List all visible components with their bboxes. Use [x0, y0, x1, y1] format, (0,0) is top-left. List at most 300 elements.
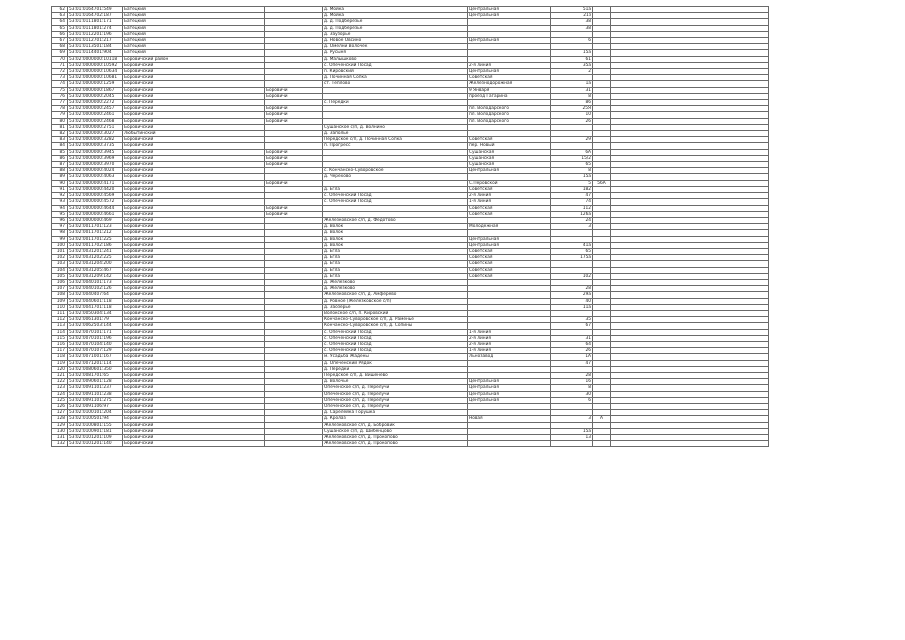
- cell-street: пер. Новый: [468, 143, 551, 149]
- cell-locality: Железковское с/п, д. Прокопово: [323, 441, 468, 447]
- cell-house: 64: [551, 341, 593, 347]
- cell-house: 26: [551, 348, 593, 354]
- cell-street: Советская: [468, 75, 551, 81]
- cell-locality: Железковское с/п, д. Бобровик: [323, 422, 468, 428]
- cell-house: 11а: [551, 304, 593, 310]
- cell-locality: с. Опеченский Посад: [323, 199, 468, 205]
- cell-district: Боровичский район: [123, 56, 265, 62]
- cell-house: 29а: [551, 292, 593, 298]
- cell-house: 126а: [551, 211, 593, 217]
- cell-row-number: 121: [52, 372, 68, 378]
- cell-blank: [611, 441, 769, 447]
- cell-cadastral-number: 53:02:0071001:167: [68, 354, 123, 360]
- cell-row-number: 127: [52, 410, 68, 416]
- cell-cadastral-number: 53:02:0000000:3969: [68, 155, 123, 161]
- cell-locality: д. Черехово: [323, 174, 468, 180]
- cell-locality: Кончанско-Суворовское с/п, д. Раменье: [323, 317, 468, 323]
- cell-house: 65: [551, 248, 593, 254]
- cell-building: [593, 441, 611, 447]
- cell-house: 47: [551, 193, 593, 199]
- cell-row-number: 62: [52, 7, 68, 13]
- cell-street: 9 Января: [468, 87, 551, 93]
- cell-cadastral-number: 53:02:0000000:10118: [68, 56, 123, 62]
- cell-district: Боровичский: [123, 310, 265, 316]
- cell-cadastral-number: 53:01:0164701:549: [68, 7, 123, 13]
- cell-locality: д. Волок: [323, 242, 468, 248]
- cell-row-number: 117: [52, 348, 68, 354]
- cell-house: 38: [551, 19, 593, 25]
- cell-locality: п. Кировский: [323, 69, 468, 75]
- cell-row-number: 82: [52, 131, 68, 137]
- cell-locality: д. Волок: [323, 236, 468, 242]
- cell-locality: Сушанское с/п, д. Волнино: [323, 124, 468, 130]
- cell-house: 5: [551, 180, 593, 186]
- cell-house: 1А: [551, 354, 593, 360]
- cell-district: Боровичский: [123, 292, 265, 298]
- cell-district: Боровичский: [123, 62, 265, 68]
- cell-district: Боровичский: [123, 137, 265, 143]
- cell-row-number: 87: [52, 162, 68, 168]
- cell-district: Боровичский: [123, 379, 265, 385]
- cell-district: Боровичский: [123, 304, 265, 310]
- cell-street: Льнозавод: [468, 354, 551, 360]
- cell-cadastral-number: 53:02:0050304:134: [68, 310, 123, 316]
- cell-locality: с. Опеченский Посад: [323, 193, 468, 199]
- cell-locality: Железковское с/п, д. Прокопово: [323, 435, 468, 441]
- cell-row-number: 67: [52, 38, 68, 44]
- cell-district: Боровичский: [123, 205, 265, 211]
- cell-street: Молодёжная: [468, 224, 551, 230]
- cell-district: Боровичский: [123, 217, 265, 223]
- cell-street: Советская: [468, 255, 551, 261]
- cell-locality: д. Малышково: [323, 56, 468, 62]
- cell-locality: Перёдское с/п, д. Вишенёво: [323, 372, 468, 378]
- cell-row-number: 80: [52, 118, 68, 124]
- cell-building: А: [593, 416, 611, 422]
- cell-street: 1-я линия: [468, 348, 551, 354]
- cell-cadastral-number: 53:02:0000000:4171: [68, 180, 123, 186]
- cell-cadastral-number: 53:02:0091101:275: [68, 397, 123, 403]
- cell-cadastral-number: 53:02:0031205:467: [68, 267, 123, 273]
- cell-house: 28: [551, 286, 593, 292]
- cell-cadastral-number: 53:02:0000000:1867: [68, 87, 123, 93]
- cell-row-number: 83: [52, 137, 68, 143]
- cell-locality: д. д. Подберезье: [323, 25, 468, 31]
- cell-locality: Волокское с/п, п. Кировский: [323, 310, 468, 316]
- cell-row-number: 65: [52, 25, 68, 31]
- cell-row-number: 116: [52, 341, 68, 347]
- cell-cadastral-number: 53:02:0000000:3027: [68, 131, 123, 137]
- cell-house: 13: [551, 435, 593, 441]
- cell-city: Боровичи: [265, 118, 323, 124]
- cell-house: 6А: [551, 149, 593, 155]
- cell-district: Боровичский: [123, 174, 265, 180]
- cell-cadastral-number: 53:02:0000000:4569: [68, 193, 123, 199]
- cell-street: Советская: [468, 261, 551, 267]
- cell-district: Боровичский: [123, 348, 265, 354]
- cell-district: Боровичский: [123, 69, 265, 75]
- cell-cadastral-number: 53:02:0031204:200: [68, 261, 123, 267]
- cell-city: [265, 441, 323, 447]
- cell-cadastral-number: 53:02:0000000:4661: [68, 211, 123, 217]
- cell-house: 31: [551, 87, 593, 93]
- cell-district: Боровичский: [123, 317, 265, 323]
- cell-row-number: 93: [52, 199, 68, 205]
- cell-cadastral-number: 53:02:0031201:241: [68, 248, 123, 254]
- cell-locality: д. Перёдки: [323, 366, 468, 372]
- cell-district: Боровичский: [123, 335, 265, 341]
- cell-street: Советская: [468, 273, 551, 279]
- cell-row-number: 68: [52, 44, 68, 50]
- cell-locality: Опеченское с/п, д. Перелучи: [323, 404, 468, 410]
- cell-house: 3: [551, 416, 593, 422]
- cell-district: Боровичский: [123, 323, 265, 329]
- cell-row-number: 91: [52, 186, 68, 192]
- cell-row-number: 70: [52, 56, 68, 62]
- cell-cadastral-number: 53:02:0000000:1259: [68, 81, 123, 87]
- cell-district: Боровичский: [123, 248, 265, 254]
- cell-street: пл. Володарского: [468, 112, 551, 118]
- cell-cadastral-number: 53:02:0091101:237: [68, 385, 123, 391]
- cell-street: Центральная: [468, 69, 551, 75]
- cell-city: Боровичи: [265, 211, 323, 217]
- cell-street: Центральная: [468, 236, 551, 242]
- table-body: [52, 7, 769, 447]
- cell-building: 56А: [593, 180, 611, 186]
- cell-row-number: 108: [52, 292, 68, 298]
- cell-street: Советская: [468, 211, 551, 217]
- cell-locality: д. Омелни Волочёк: [323, 44, 468, 50]
- cell-district: Боровичский: [123, 87, 265, 93]
- cell-locality: д. Заполье: [323, 131, 468, 137]
- cell-row-number: 102: [52, 255, 68, 261]
- cell-house: 15а: [551, 428, 593, 434]
- cell-row-number: 112: [52, 317, 68, 323]
- cell-locality: с. Опеченский Посад: [323, 329, 468, 335]
- cell-street: 2-я линия: [468, 335, 551, 341]
- cell-district: Боровичский: [123, 193, 265, 199]
- cell-cadastral-number: 53:02:0000000:4420: [68, 186, 123, 192]
- cell-house: 21з: [551, 13, 593, 19]
- cell-house: 15/2: [551, 155, 593, 161]
- cell-district: Боровичский: [123, 385, 265, 391]
- cell-cadastral-number: 53:02:0011701:225: [68, 236, 123, 242]
- cell-house: 67: [551, 323, 593, 329]
- cell-district: Боровичский: [123, 93, 265, 99]
- cell-district: Боровичский: [123, 118, 265, 124]
- cell-row-number: 85: [52, 149, 68, 155]
- cell-cadastral-number: 53:02:0000000:4644: [68, 205, 123, 211]
- cell-street: С.Перовской: [468, 180, 551, 186]
- cell-district: Боровичский: [123, 168, 265, 174]
- cell-row-number: 111: [52, 310, 68, 316]
- cell-cadastral-number: 53:01:0112201:196: [68, 31, 123, 37]
- cell-row-number: 63: [52, 13, 68, 19]
- cell-cadastral-number: 53:02:0000000:2045: [68, 93, 123, 99]
- cell-street: проезд Гагарина: [468, 93, 551, 99]
- cell-district: Боровичский: [123, 279, 265, 285]
- cell-locality: Опеченское с/п, д. Перелучи: [323, 385, 468, 391]
- cell-house: 61: [551, 56, 593, 62]
- cell-locality: д. Ровное (Железковское с/п): [323, 298, 468, 304]
- cell-cadastral-number: 53:02:0011702:186: [68, 242, 123, 248]
- cell-street: 2-я линия: [468, 341, 551, 347]
- cell-street: Сушанская: [468, 155, 551, 161]
- cell-district: Боровичский: [123, 112, 265, 118]
- cell-row-number: 114: [52, 329, 68, 335]
- cell-street: Сушанская: [468, 162, 551, 168]
- cell-street: Советская: [468, 267, 551, 273]
- cell-district: Батецкий: [123, 25, 265, 31]
- cell-locality: Опеченское с/п, д. Перелучи: [323, 391, 468, 397]
- cell-house: 15а: [551, 50, 593, 56]
- cell-cadastral-number: 53:02:0000000:3282: [68, 137, 123, 143]
- cell-district: Боровичский: [123, 267, 265, 273]
- cell-cadastral-number: 53:02:0100801:155: [68, 422, 123, 428]
- cell-street: 1-я линия: [468, 329, 551, 335]
- cell-street: Советская: [468, 205, 551, 211]
- cell-street: Новая: [468, 416, 551, 422]
- cell-row-number: 124: [52, 391, 68, 397]
- cell-house: 29: [551, 137, 593, 143]
- cell-cadastral-number: 53:01:0111801:274: [68, 25, 123, 31]
- cell-city: Боровичи: [265, 162, 323, 168]
- cell-district: Боровичский: [123, 236, 265, 242]
- cell-cadastral-number: 53:02:0070101:196: [68, 335, 123, 341]
- cell-house: 35: [551, 317, 593, 323]
- cell-row-number: 105: [52, 273, 68, 279]
- cell-district: Боровичский: [123, 224, 265, 230]
- cell-street: 1-я линия: [468, 199, 551, 205]
- cell-district: Боровичский: [123, 100, 265, 106]
- cell-locality: м. Усадьба Жадены: [323, 354, 468, 360]
- cell-locality: д. д. Подберезье: [323, 19, 468, 25]
- cell-street: 2-я линия: [468, 193, 551, 199]
- cell-row-number: 98: [52, 230, 68, 236]
- cell-district: Боровичский: [123, 124, 265, 130]
- cell-house: 10: [551, 112, 593, 118]
- cell-locality: д. Волочье: [323, 379, 468, 385]
- cell-row-number: 115: [52, 335, 68, 341]
- cell-district: Боровичский: [123, 329, 265, 335]
- cell-locality: д. Железково: [323, 286, 468, 292]
- cell-house: 1а: [551, 81, 593, 87]
- cell-district: Батецкий: [123, 7, 265, 13]
- cell-cadastral-number: 53:02:0080601:350: [68, 366, 123, 372]
- cell-street: Сушанская: [468, 149, 551, 155]
- cell-house: 175а: [551, 255, 593, 261]
- cell-district: Боровичский: [123, 230, 265, 236]
- cell-district: Боровичский: [123, 372, 265, 378]
- cell-house: 41а: [551, 242, 593, 248]
- cell-cadastral-number: 53:02:0011701:212: [68, 230, 123, 236]
- cell-district: Боровичский: [123, 106, 265, 112]
- cell-street: Советская: [468, 186, 551, 192]
- cell-row-number: 107: [52, 286, 68, 292]
- cell-locality: Железковское с/п, д. Амфёрево: [323, 292, 468, 298]
- cell-street: Центральная: [468, 379, 551, 385]
- cell-cadastral-number: 53:02:0070101:171: [68, 329, 123, 335]
- cell-street: Центральная: [468, 13, 551, 19]
- cell-district: Любытинский: [123, 131, 265, 137]
- cell-row-number: 128: [52, 416, 68, 422]
- cell-street: Советская: [468, 248, 551, 254]
- cell-row-number: 123: [52, 385, 68, 391]
- cell-locality: д. Заозерье: [323, 304, 468, 310]
- cell-locality: Железковское с/п, д. Фёдотово: [323, 217, 468, 223]
- cell-district: Боровичский: [123, 273, 265, 279]
- cell-row-number: 130: [52, 428, 68, 434]
- cell-cadastral-number: 53:02:0091106:97: [68, 404, 123, 410]
- cell-row-number: 118: [52, 354, 68, 360]
- cell-locality: д. Железково: [323, 279, 468, 285]
- cell-cadastral-number: 53:02:0000000:10634: [68, 69, 123, 75]
- cell-cadastral-number: 53:02:0040601:118: [68, 298, 123, 304]
- cell-row-number: 69: [52, 50, 68, 56]
- cell-cadastral-number: 53:02:0000000:3735: [68, 143, 123, 149]
- cell-cadastral-number: 53:02:0100901:181: [68, 428, 123, 434]
- cell-row-number: 95: [52, 211, 68, 217]
- cell-cadastral-number: 53:01:0164702:187: [68, 13, 123, 19]
- cell-cadastral-number: 53:02:0000000:4063: [68, 174, 123, 180]
- cell-cadastral-number: 53:02:0000000:10592: [68, 62, 123, 68]
- cell-row-number: 92: [52, 193, 68, 199]
- cell-locality: д. Опеченский Рядок: [323, 360, 468, 366]
- cell-cadastral-number: 53:02:0000000:469: [68, 217, 123, 223]
- cell-locality: с. Опеченский Посад: [323, 335, 468, 341]
- cell-cadastral-number: 53:01:0114401:904: [68, 50, 123, 56]
- cell-row-number: 132: [52, 441, 68, 447]
- cell-house: 16: [551, 379, 593, 385]
- cell-row-number: 100: [52, 242, 68, 248]
- cell-district: Боровичский: [123, 255, 265, 261]
- cell-street: Центральная: [468, 391, 551, 397]
- cell-street: [468, 441, 551, 447]
- cell-district: Боровичский: [123, 81, 265, 87]
- cell-row-number: 81: [52, 124, 68, 130]
- cell-row-number: 122: [52, 379, 68, 385]
- cell-district: Боровичский: [123, 397, 265, 403]
- cell-locality: д. Волок: [323, 230, 468, 236]
- cell-row-number: 104: [52, 267, 68, 273]
- cell-locality: д. Русыня: [323, 50, 468, 56]
- cell-house: 8: [551, 385, 593, 391]
- cell-cadastral-number: 53:02:0091101:238: [68, 391, 123, 397]
- cell-locality: Сушанское с/п, д. Шибенцово: [323, 428, 468, 434]
- cell-row-number: 89: [52, 174, 68, 180]
- cell-street: Центральная: [468, 38, 551, 44]
- cell-row-number: 101: [52, 248, 68, 254]
- cell-cadastral-number: 53:02:0000000:4572: [68, 199, 123, 205]
- cell-street: Центральная: [468, 7, 551, 13]
- cell-cadastral-number: 53:02:0101201:140: [68, 441, 123, 447]
- cell-district: Боровичский: [123, 366, 265, 372]
- cell-cadastral-number: 53:02:0031202:225: [68, 255, 123, 261]
- cell-locality: д. Сарелейка Горушка: [323, 410, 468, 416]
- cell-district: Боровичский: [123, 199, 265, 205]
- cell-district: Батецкий: [123, 19, 265, 25]
- cell-district: Боровичский: [123, 261, 265, 267]
- cell-city: Боровичи: [265, 155, 323, 161]
- cell-row-number: 96: [52, 217, 68, 223]
- cell-city: Боровичи: [265, 205, 323, 211]
- cell-house: 51а: [551, 7, 593, 13]
- cell-cadastral-number: 53:02:0000000:2461: [68, 112, 123, 118]
- address-register-table: [51, 6, 769, 447]
- cell-house: 86: [551, 100, 593, 106]
- cell-cadastral-number: 53:02:0062503:144: [68, 323, 123, 329]
- cell-house: 6: [551, 397, 593, 403]
- cell-row-number: 110: [52, 304, 68, 310]
- cell-district: Батецкий: [123, 13, 265, 19]
- cell-row-number: 113: [52, 323, 68, 329]
- cell-cadastral-number: 53:02:0071201:114: [68, 360, 123, 366]
- cell-district: Боровичский: [123, 435, 265, 441]
- cell-city: Боровичи: [265, 180, 323, 186]
- cell-locality: с. Опеченский Посад: [323, 341, 468, 347]
- cell-row-number: 125: [52, 397, 68, 403]
- cell-locality: с. Опеченский Посад: [323, 62, 468, 68]
- cell-house: 6: [551, 38, 593, 44]
- cell-house: 25Я: [551, 106, 593, 112]
- cell-house: 30: [551, 391, 593, 397]
- cell-district: Боровичский: [123, 428, 265, 434]
- cell-district: Боровичский: [123, 360, 265, 366]
- cell-house: 15а: [551, 174, 593, 180]
- cell-district: Боровичский: [123, 410, 265, 416]
- cell-house: 8: [551, 93, 593, 99]
- cell-house: 8: [551, 168, 593, 174]
- cell-locality: Опеченское с/п, д. Перелучи: [323, 397, 468, 403]
- cell-house: 3: [551, 224, 593, 230]
- cell-house: 26: [551, 118, 593, 124]
- cell-district: Батецкий: [123, 38, 265, 44]
- cell-house: 35а: [551, 62, 593, 68]
- cell-district: Батецкий: [123, 44, 265, 50]
- spreadsheet-page: [51, 6, 768, 447]
- cell-cadastral-number: 53:02:0000000:2751: [68, 124, 123, 130]
- cell-cadastral-number: 53:02:0041701:118: [68, 304, 123, 310]
- cell-city: Боровичи: [265, 149, 323, 155]
- cell-row-number: 78: [52, 106, 68, 112]
- cell-cadastral-number: 53:02:0000000:3945: [68, 149, 123, 155]
- cell-cadastral-number: 53:02:0100101:204: [68, 410, 123, 416]
- cell-row-number: 79: [52, 112, 68, 118]
- cell-house: 65: [551, 162, 593, 168]
- cell-row-number: 131: [52, 435, 68, 441]
- cell-district: Боровичский: [123, 354, 265, 360]
- cell-house: 47: [551, 360, 593, 366]
- cell-row-number: 74: [52, 81, 68, 87]
- cell-house: 2: [551, 69, 593, 75]
- cell-city: Боровичи: [265, 112, 323, 118]
- cell-row-number: 77: [52, 100, 68, 106]
- cell-row-number: 97: [52, 224, 68, 230]
- cell-locality: ст. Тёплово: [323, 81, 468, 87]
- cell-cadastral-number: 53:02:0000000:10681: [68, 75, 123, 81]
- cell-district: Боровичский: [123, 391, 265, 397]
- cell-street: Советская: [468, 137, 551, 143]
- cell-row-number: 76: [52, 93, 68, 99]
- cell-district: Боровичский: [123, 75, 265, 81]
- cell-row-number: 119: [52, 360, 68, 366]
- cell-street: Железнодорожная: [468, 81, 551, 87]
- cell-row-number: 109: [52, 298, 68, 304]
- cell-district: Боровичский: [123, 186, 265, 192]
- cell-district: Боровичский: [123, 211, 265, 217]
- cell-cadastral-number: 53:02:0000000:2468: [68, 118, 123, 124]
- cell-cadastral-number: 53:02:0061301:79: [68, 317, 123, 323]
